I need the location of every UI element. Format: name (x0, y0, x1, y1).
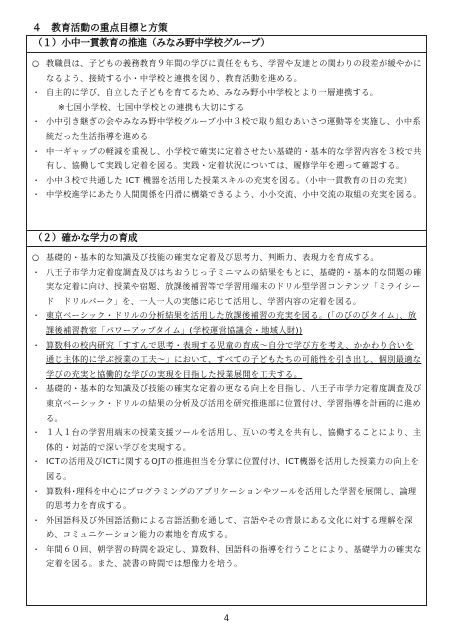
list-item (32, 187, 422, 202)
dot-bullet: ・ (32, 485, 41, 496)
list-item-text: 外国語科及び外国語活動による言語活動を通して、言語やその背景にある文化に対する理解を深め、コミュニケーション能力の素地を育成する。 (46, 514, 413, 540)
list-item-text: 基礎的・基本的な知識及び技能の確実な定着及び思考力、判断力、表現力を育成する。 (46, 252, 379, 262)
list-item (32, 56, 422, 85)
dot-bullet: ・ (32, 456, 41, 467)
dot-bullet: ・ (32, 383, 41, 394)
dot-bullet: ・ (32, 543, 41, 554)
list-item-text: ICTの活用及びICTに関するOJTの推進担当を分掌に位置付け、ICT機器を活用した授業力の向上を図る。 (46, 456, 420, 481)
section-body (27, 247, 426, 574)
circle-bullet: ○ (32, 252, 40, 262)
dot-bullet: ・ (32, 427, 41, 438)
list-item (32, 85, 422, 100)
section-1 (27, 36, 426, 230)
list-item-text: 自主的に学び、自立した子どもを育てるため、みなみ野小中学校とより一層連携する。 (46, 87, 379, 98)
dot-bullet: ・ (32, 189, 41, 200)
list-item (32, 338, 422, 382)
list-item (32, 381, 422, 425)
circle-bullet: ○ (32, 58, 40, 68)
list-item (32, 454, 422, 483)
list-item-text: 小中引き継ぎの会やみなみ野中学校グループ小中３校で取り組むあいさつ運動等を実施し、小中系統だった生活指導を進める (46, 116, 421, 141)
list-item (32, 542, 422, 571)
content-frame (26, 35, 427, 606)
dot-bullet: ・ (32, 116, 41, 127)
page-number: 4 (223, 614, 230, 624)
list-item (32, 114, 422, 143)
list-item (32, 173, 422, 188)
list-item (32, 513, 422, 542)
section-body (27, 53, 426, 230)
list-item (32, 425, 422, 454)
dot-bullet: ・ (32, 174, 41, 185)
dot-bullet: ・ (32, 514, 41, 525)
list-item (32, 250, 422, 265)
list-note: ※七国小学校、七国中学校との連携も大切にする (58, 101, 245, 112)
list-item (32, 308, 422, 337)
list-item-text: １人１台の学習用端末の授業支援ツールを活用し、互いの考えを共有し、協働することにより、主体的・対話的で深い学びを実現する。 (46, 427, 422, 452)
section-title: （２）確かな学力の育成 (27, 230, 426, 247)
list-item-text: 八王子市学力定着度調査及びはちおうじっ子ミニマムの結果をもとに、基礎的・基本的な問題の確実な定着に向け、授業や宿題、放課後補習等で学習用端末のドリル型学習コンテンツ「ミライシード ドリルパーク」を、一人一人の実態に応じて活用し、学習内容の定着を図る。 (46, 266, 422, 306)
list-item-text: 教職員は、子どもの義務教育９年間の学びに責任をもち、学習や友達との関わりの段差が緩やかになるよう、接続する小・中学校と連携を図り、教育活動を進める。 (46, 58, 422, 83)
list-item (32, 144, 422, 173)
list-item-text: 東京ベーシック・ドリルの分析結果を活用した放課後補習の充実を図る。(「のびのびタイム」、放課後補習教室「パワーアップタイム」(学校運営協議会・地域人財)) (46, 310, 417, 335)
list-item-text: 中一ギャップの軽減を重視し、小学校で確実に定着させたい基礎的・基本的な学習内容を３校で共有し、協働して実践し定着を図る。実践・定着状況については、履修学年を遡って確認する。 (46, 145, 422, 171)
section-title: （１）小中一貫教育の推進（みなみ野中学校グループ） (27, 36, 426, 53)
list-item-text: 算数科･理科を中心にプログラミングのアプリケーションやツールを活用した学習を展開し、論理的思考力を育成する。 (46, 485, 417, 511)
dot-bullet: ・ (32, 145, 41, 156)
list-item-text: 基礎的・基本的な知識及び技能の確実な定着の更なる向上を目指し、八王子市学力定着度調査及び東京ベーシック・ドリルの結果の分析及び活用を研究推進部に位置付け、学習指導を計画的に進める。 (46, 383, 422, 423)
dot-bullet: ・ (32, 87, 41, 98)
list-item (32, 265, 422, 309)
dot-bullet: ・ (32, 266, 41, 277)
list-item-text: 算数科の校内研究「すすんで思考・表現する児童の育成～自分で学び方を考え、かかわり合いを通じ主体的に学ぶ授業の工夫～」において、すべての子どもたちの可能性を引き出し、個別最適な学びの充実と協働的な学びの実現を目指した授業展開を工夫する。 (46, 339, 422, 379)
list-item-text: 中学校進学にあたり人間関係を円滑に構築できるよう、小小交流、小中交流の取組の充実を図る。 (46, 189, 422, 200)
dot-bullet: ・ (32, 310, 41, 321)
list-item-text: 小中３校で共通した ICT 機器を活用した授業スキルの充実を図る。（小中一貫教育の日の充実） (46, 174, 412, 185)
page-heading: ４ 教育活動の重点目標と方策 (32, 23, 168, 34)
list-item (32, 484, 422, 513)
section-2 (27, 230, 426, 574)
dot-bullet: ・ (32, 339, 41, 350)
list-item-text: 年間６０回、朝学習の時間を設定し、算数科、国語科の指導を行うことにより、基礎学力の確実な定着を図る。また、読書の時間では想像力を培う。 (46, 543, 422, 569)
